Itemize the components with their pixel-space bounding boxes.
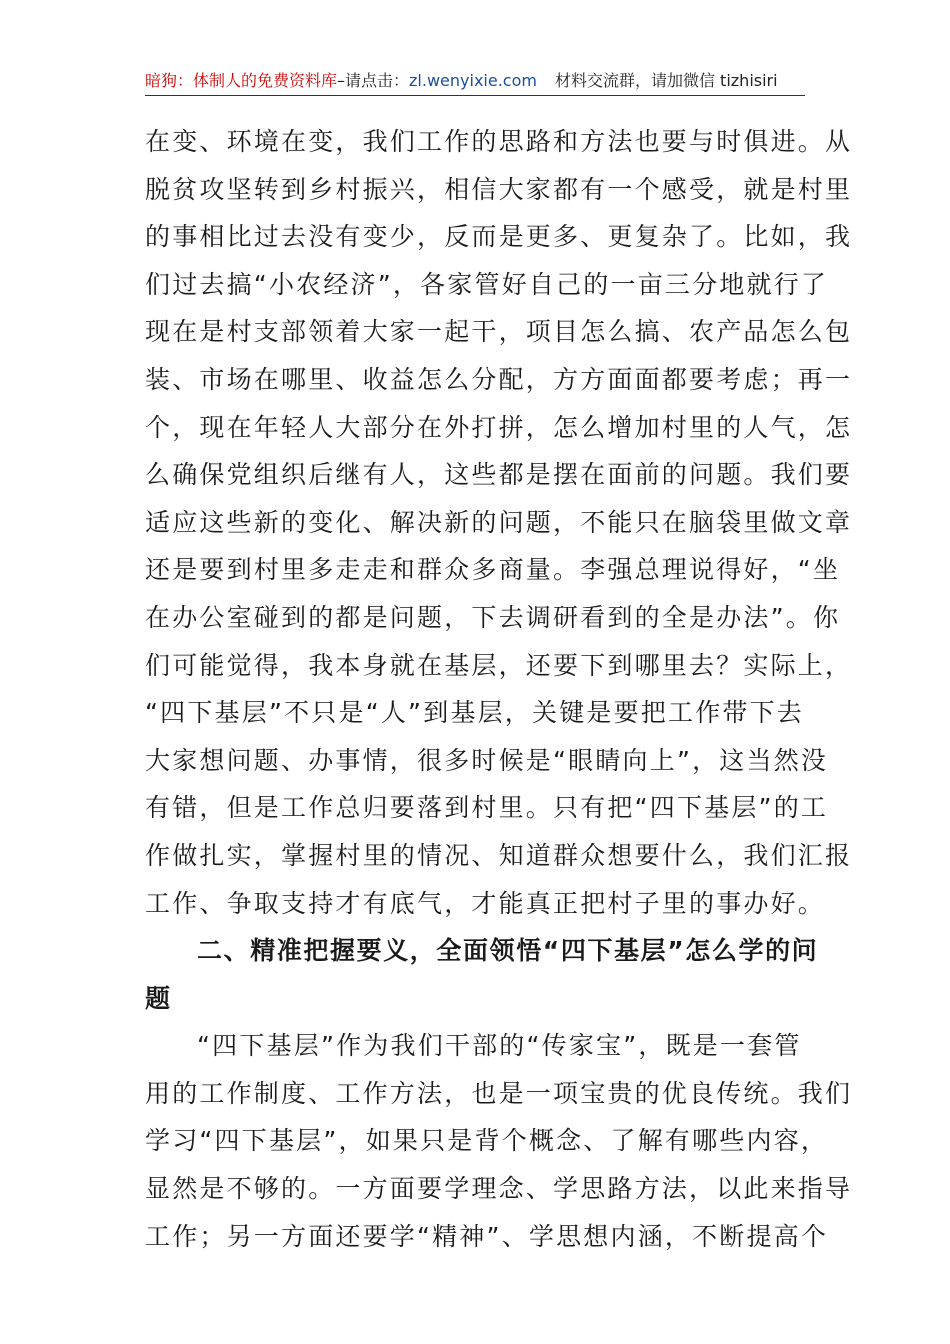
paragraph-line: 工作、争取支持才有底气，才能真正把村子里的事办好。 xyxy=(145,888,826,918)
paragraph-line: 学习“四下基层”，如果只是背个概念、了解有哪些内容， xyxy=(145,1126,829,1156)
header-click-prompt: –请点击： xyxy=(337,71,410,90)
paragraph-line: 适应这些新的变化、解决新的问题，不能只在脑袋里做文章 xyxy=(145,507,853,537)
paragraph-line: 个，现在年轻人大部分在外打拼，怎么增加村里的人气，怎 xyxy=(145,412,853,442)
section-heading-continued: 题 xyxy=(145,983,172,1013)
paragraph-line: 工作；另一方面还要学“精神”、学思想内涵，不断提高个 xyxy=(145,1221,829,1251)
paragraph-line: 用的工作制度、工作方法，也是一项宝贵的优良传统。我们 xyxy=(145,1078,853,1108)
paragraph-line: 们可能觉得，我本身就在基层，还要下到哪里去？实际上， xyxy=(145,650,853,680)
paragraph-line: 的事相比过去没有变少，反而是更多、更复杂了。比如，我 xyxy=(145,222,853,252)
header-divider xyxy=(145,95,805,96)
paragraph-line: 有错，但是工作总归要落到村里。只有把“四下基层”的工 xyxy=(145,793,829,823)
paragraph-line: “四下基层”作为我们干部的“传家宝”，既是一套管 xyxy=(197,1031,802,1061)
document-body xyxy=(145,118,853,1260)
paragraph-line: 还是要到村里多走走和群众多商量。李强总理说得好，“坐 xyxy=(145,555,841,585)
paragraph-line: “四下基层”不只是“人”到基层，关键是要把工作带下去 xyxy=(145,698,805,728)
paragraph-line: 么确保党组织后继有人，这些都是摆在面前的问题。我们要 xyxy=(145,460,853,490)
paragraph-line: 现在是村支部领着大家一起干，项目怎么搞、农产品怎么包 xyxy=(145,317,853,347)
section-heading: 二、精准把握要义，全面领悟“四下基层”怎么学的问 xyxy=(197,936,819,966)
header-url-link[interactable]: zl.wenyixie.com xyxy=(409,71,537,90)
paragraph-line: 在变、环境在变，我们工作的思路和方法也要与时俱进。从 xyxy=(145,127,853,156)
paragraph-line: 作做扎实，掌握村里的情况、知道群众想要什么，我们汇报 xyxy=(145,840,853,870)
page-header xyxy=(145,68,805,94)
paragraph-line: 脱贫攻坚转到乡村振兴，相信大家都有一个感受，就是村里 xyxy=(145,174,853,204)
header-site-name: 暗狗：体制人的免费资料库 xyxy=(145,71,338,90)
paragraph-line: 在办公室碰到的都是问题，下去调研看到的全是办法”。你 xyxy=(145,602,841,632)
paragraph-line: 装、市场在哪里、收益怎么分配，方方面面都要考虑；再一 xyxy=(145,364,853,394)
paragraph-line: 们过去搞“小农经济”，各家管好自己的一亩三分地就行了 xyxy=(145,269,829,299)
paragraph-line: 大家想问题、办事情，很多时候是“眼睛向上”，这当然没 xyxy=(145,745,829,775)
header-wechat-note: 材料交流群，请加微信 tizhisiri xyxy=(554,71,778,90)
paragraph-line: 显然是不够的。一方面要学理念、学思路方法，以此来指导 xyxy=(145,1174,853,1204)
